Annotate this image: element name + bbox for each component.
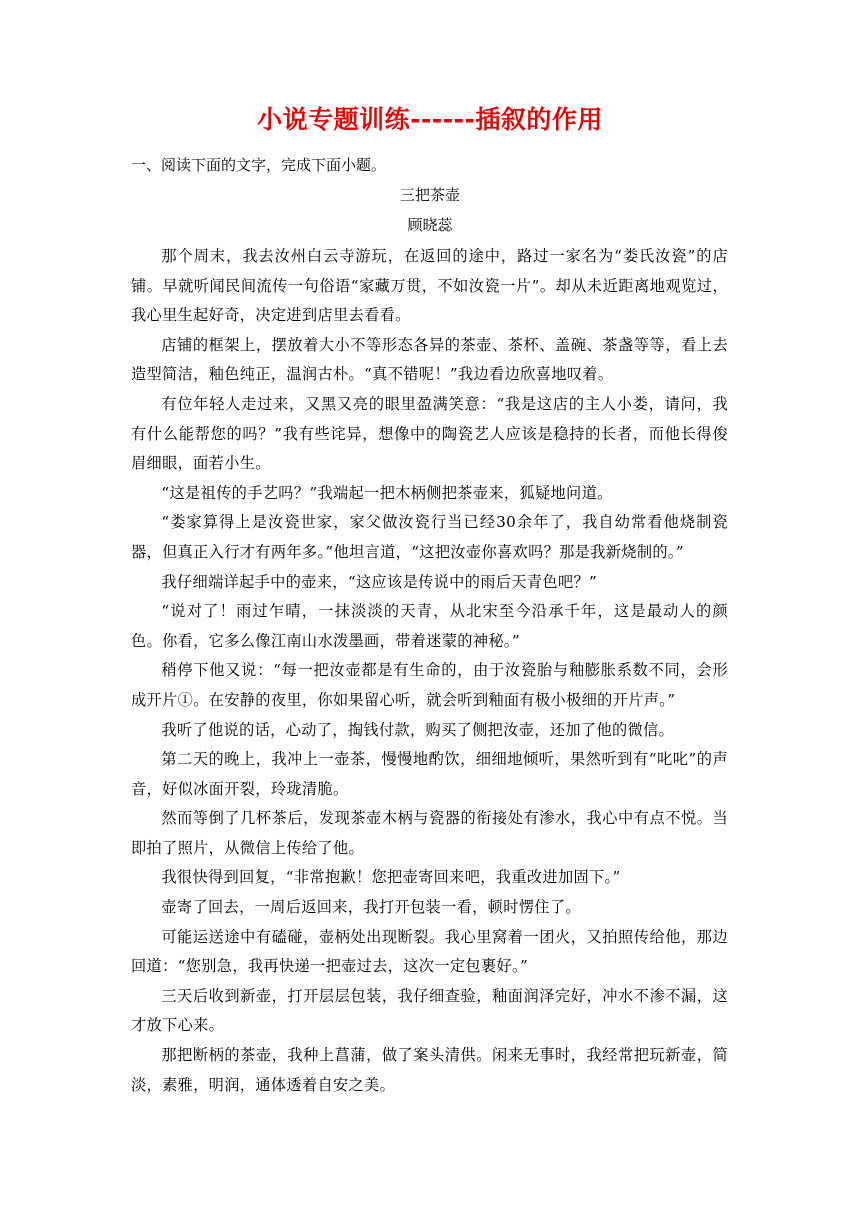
paragraph: “娄家算得上是汝瓷世家，家父做汝瓷行当已经30余年了，我自幼常看他烧制瓷器，但真正入行才有两年多。”他坦言道，“这把汝壶你喜欢吗？那是我新烧制的。” (131, 513, 728, 561)
paragraph: “说对了！雨过乍晴，一抹淡淡的天青，从北宋至今沿承千年，这是最动人的颜色。你看，它多么像江南山水泼墨画，带着迷蒙的神秘。” (131, 602, 728, 650)
paragraph: 有位年轻人走过来，又黑又亮的眼里盈满笑意：“我是这店的主人小娄，请问，我有什么能帮您的吗？”我有些诧异，想像中的陶瓷艺人应该是稳持的长者，而他长得俊眉细眼，面若小生。 (131, 394, 728, 473)
paragraph: 那把断柄的茶壶，我种上菖蒲，做了案头清供。闲来无事时，我经常把玩新壶，简淡，素雅，明润，通体透着自安之美。 (131, 1046, 728, 1094)
paragraph: 我仔细端详起手中的壶来，“这应该是传说中的雨后天青色吧？” (161, 572, 598, 591)
paragraph: 我听了他说的话，心动了，掏钱付款，购买了侧把汝壶，还加了他的微信。 (161, 720, 675, 739)
paragraph: “这是祖传的手艺吗？”我端起一把木柄侧把茶壶来，狐疑地问道。 (161, 483, 613, 502)
paragraph: 壶寄了回去，一周后返回来，我打开包装一看，顿时愣住了。 (161, 898, 581, 917)
paragraph: 然而等倒了几杯茶后，发现茶壶木柄与瓷器的衔接处有渗水，我心中有点不悦。当即拍了照片，从微信上传给了他。 (131, 809, 728, 857)
story-body (131, 242, 728, 1100)
paragraph: 可能运送途中有磕碰，壶柄处出现断裂。我心里窝着一团火，又拍照传给他，那边回道：“您别急，我再快递一把壶过去，这次一定包裹好。” (131, 927, 728, 976)
paragraph: 我很快得到回复，“非常抱歉！您把壶寄回来吧，我重改进加固下。” (161, 868, 621, 887)
paragraph: 那个周末，我去汝州白云寺游玩，在返回的途中，路过一家名为“娄氏汝瓷”的店铺。早就听闻民间流传一句俗语“家藏万贯，不如汝瓷一片”。却从未近距离地观览过，我心里生起好奇，决定进到店里去看看。 (131, 247, 728, 325)
section-heading: 一、阅读下面的文字，完成下面小题。 (131, 156, 387, 174)
paragraph: 店铺的框架上，摆放着大小不等形态各异的茶壶、茶杯、盖碗、茶盏等等，看上去造型简洁，釉色纯正，温润古朴。“真不错呢！”我边看边欣喜地叹着。 (131, 335, 728, 384)
paragraph: 三天后收到新壶，打开层层包装，我仔细查验，釉面润泽完好，冲水不渗不漏，这才放下心来。 (131, 986, 728, 1035)
document-title: 小说专题训练------插叙的作用 (257, 105, 603, 134)
story-title: 三把茶壶 (399, 186, 460, 204)
paragraph: 第二天的晚上，我冲上一壶茶，慢慢地酌饮，细细地倾听，果然听到有“叱叱”的声音，好似冰面开裂，玲珑清脆。 (131, 750, 728, 798)
story-author: 顾晓蕊 (407, 216, 453, 234)
paragraph: 稍停下他又说：“每一把汝壶都是有生命的，由于汝瓷胎与釉膨胀系数不同，会形成开片①。在安静的夜里，你如果留心听，就会听到釉面有极小极细的开片声。” (131, 661, 728, 709)
